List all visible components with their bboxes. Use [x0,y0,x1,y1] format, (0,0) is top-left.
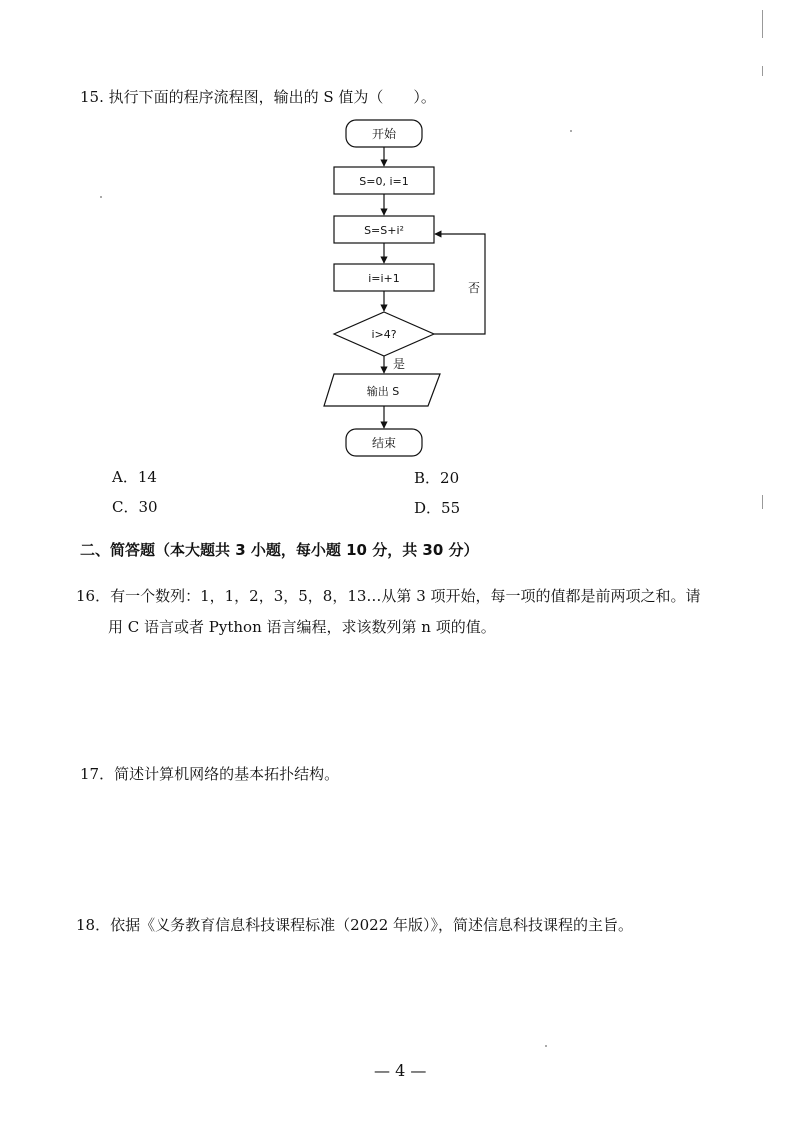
section-heading: 二、简答题（本大题共 3 小题，每小题 10 分，共 30 分） [80,541,479,559]
flowchart-yes-label: 是 [393,357,406,371]
option-d: D．55 [414,499,461,517]
question-16-line-1: 16．有一个数列：1，1，2，3，5，8，13…从第 3 项开始，每一项的值都是前两项之和。请 [76,587,701,605]
flowchart-accumulate-label: S=S+i² [364,224,404,237]
flowchart-init-label: S=0, i=1 [359,175,409,188]
program-flowchart [0,0,800,470]
question-18: 18．依据《义务教育信息科技课程标准（2022 年版）》，简述信息科技课程的主旨。 [76,916,634,934]
flowchart-increment-label: i=i+1 [368,272,400,285]
scan-speck [100,196,102,198]
option-a: A．14 [112,468,157,486]
option-c: C．30 [112,498,158,516]
scan-edge-mark-top [762,10,763,38]
flowchart-start-label: 开始 [371,127,397,141]
scan-speck [570,130,572,132]
scan-edge-mark-lower [762,495,763,509]
flowchart-end-label: 结束 [371,436,397,450]
flowchart-output-label: 输出 S [366,385,400,398]
option-b: B．20 [414,469,460,487]
scan-speck [545,1045,547,1047]
question-17: 17．简述计算机网络的基本拓扑结构。 [80,765,340,783]
scan-edge-mark-mid [762,66,763,76]
flowchart-condition-label: i>4? [371,328,397,341]
question-16-line-2: 用 C 语言或者 Python 语言编程，求该数列第 n 项的值。 [108,618,496,636]
page-number: — 4 — [374,1061,427,1080]
question-15-prompt: 15. 执行下面的程序流程图，输出的 S 值为（ ）。 [80,88,436,106]
flowchart-no-label: 否 [468,281,481,295]
